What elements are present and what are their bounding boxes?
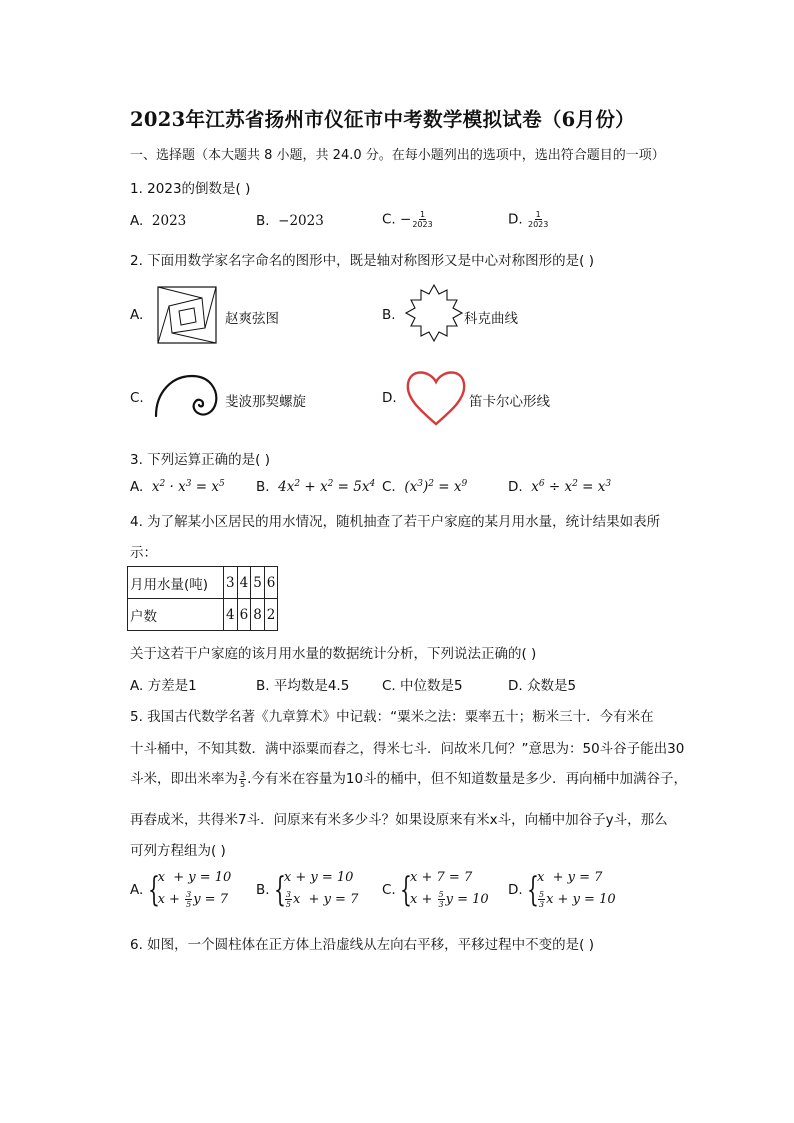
q2-stem: 2. 下面用数学家名字命名的图形中，既是轴对称图形又是中心对称图形的是( ) xyxy=(130,253,594,269)
option-value: −2023 xyxy=(278,213,324,229)
q4-option-d: D. 众数是5 xyxy=(508,678,577,694)
option-label: D. xyxy=(508,211,523,228)
table-cell: 6 xyxy=(237,599,251,631)
q2-option-b-label: B. xyxy=(382,307,396,323)
table-row xyxy=(128,567,278,599)
q6-stem: 6. 如图，一个圆柱体在正方体上沿虚线从左向右平移，平移过程中不变的是( ) xyxy=(130,937,594,953)
q4-option-b: B. 平均数是4.5 xyxy=(256,678,350,694)
q1-stem: 1. 2023的倒数是( ) xyxy=(130,181,251,197)
q5-line4: 再舂成米，共得米7斗．问原来有米多少斗？如果设原来有米x斗，向桶中加谷子y斗，那么 xyxy=(130,812,668,828)
table-header-cell: 月用水量(吨) xyxy=(128,567,224,599)
option-value: 2023 xyxy=(151,213,187,229)
option-label: A. xyxy=(130,213,144,229)
table-cell: 6 xyxy=(264,567,278,599)
option-label: C. xyxy=(382,211,396,228)
page-title: 2023年江苏省扬州市仪征市中考数学模拟试卷（6月份） xyxy=(130,108,635,131)
minus-sign: − xyxy=(400,211,412,228)
fraction: $\frac{3}{5}$ xyxy=(240,769,246,789)
table-cell: 5 xyxy=(251,567,265,599)
q3-option-b: B. $4x^2 + x^2 = 5x^4$ xyxy=(256,479,376,495)
q4-option-c: C. 中位数是5 xyxy=(382,678,463,694)
q1-option-a xyxy=(130,213,186,229)
koch-snowflake-icon xyxy=(402,283,466,347)
q5-line5: 可列方程组为( ) xyxy=(130,843,226,859)
q2-option-b-caption: 科克曲线 xyxy=(464,311,518,327)
q2-option-d-label: D. xyxy=(382,390,397,406)
table-cell: 4 xyxy=(237,567,251,599)
q4-stem-line2: 示： xyxy=(130,545,157,561)
q5-line3: 斗米，即出米率为 $\frac{3}{5}$ .今有米在容量为10斗的桶中，但不知道数量是多少．再向桶中加满谷子， xyxy=(130,769,688,789)
q2-option-a-caption: 赵爽弦图 xyxy=(225,311,279,327)
q2-option-c-label: C. xyxy=(130,390,144,406)
q2-option-c-caption: 斐波那契螺旋 xyxy=(225,394,306,410)
q5-option-d: D. { x + y = 7 $\frac{5}{3}$ x + y = 10 xyxy=(508,870,616,910)
table-cell: 3 xyxy=(224,567,238,599)
q4-stem-line1: 4. 为了解某小区居民的用水情况，随机抽查了若干户家庭的某月用水量，统计结果如表所 xyxy=(130,514,661,530)
q5-option-c: C. { x + 7 = 7 x + $\frac{5}{3}$ y = 10 xyxy=(382,870,489,910)
section-heading: 一、选择题（本大题共 8 小题，共 24.0 分。在每小题列出的选项中，选出符合题目的一项） xyxy=(130,148,665,163)
q2-option-d-caption: 笛卡尔心形线 xyxy=(469,394,550,410)
q2-option-a-label: A. xyxy=(130,307,144,323)
table-header-cell: 户数 xyxy=(128,599,224,631)
zhao-shuang-diagram-icon xyxy=(157,286,217,344)
q5-line2: 十斗桶中，不知其数．满中添粟而舂之，得米七斗．问故米几何？”意思为：50斗谷子能出30 xyxy=(130,741,685,757)
q4-followup: 关于这若干户家庭的该月用水量的数据统计分析，下列说法正确的( ) xyxy=(130,646,537,662)
fraction: $\frac{1}{2023}$ xyxy=(412,210,433,229)
q3-stem: 3. 下列运算正确的是( ) xyxy=(130,452,270,468)
table-row xyxy=(128,599,278,631)
q5-option-a: A. { x + y = 10 x + $\frac{3}{5}$ y = 7 xyxy=(130,870,232,910)
q1-option-d xyxy=(508,210,549,229)
table-cell: 2 xyxy=(264,599,278,631)
cardioid-heart-icon xyxy=(404,366,468,426)
q5-line1: 5. 我国古代数学名著《九章算术》中记载：“粟米之法：粟率五十；粝米三十．今有米在 xyxy=(130,709,654,725)
q3-option-c: C. $(x^3)^2 = x^9$ xyxy=(382,479,468,495)
q3-option-a: A. $x^2 \cdot x^3 = x^5$ xyxy=(130,479,225,495)
q1-option-b xyxy=(256,213,324,229)
fraction: $\frac{1}{2023}$ xyxy=(527,210,549,229)
option-label: B. xyxy=(256,213,270,229)
q3-option-d: D. $x^6 \div x^2 = x^3$ xyxy=(508,479,612,495)
table-cell: 4 xyxy=(224,599,238,631)
q5-option-b: B. { x + y = 10 $\frac{3}{5}$ x + y = 7 xyxy=(256,870,359,910)
q4-option-a: A. 方差是1 xyxy=(130,678,197,694)
water-usage-table xyxy=(127,566,278,631)
q1-option-c xyxy=(382,210,434,229)
fibonacci-spiral-icon xyxy=(152,372,222,418)
table-cell: 8 xyxy=(251,599,265,631)
